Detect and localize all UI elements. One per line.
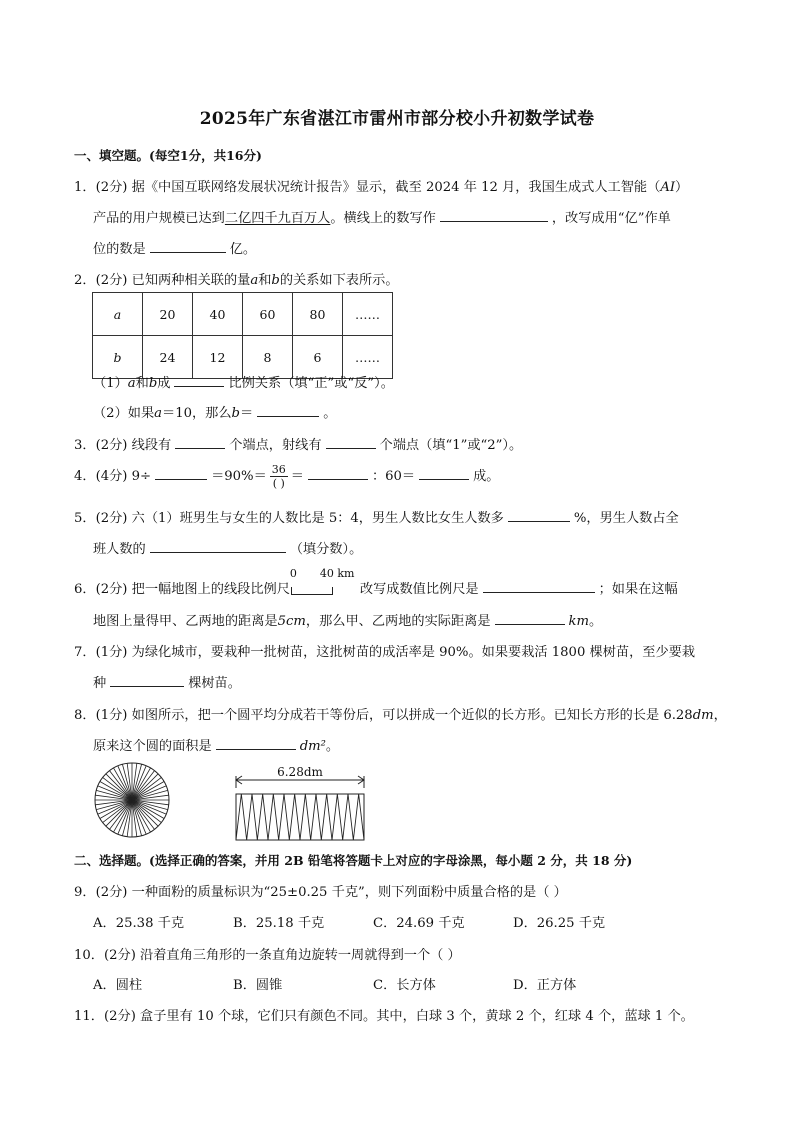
table-cell: …… [343, 336, 393, 379]
underlined-number: 二亿四千九百万人 [224, 211, 331, 226]
page-title: 2025年广东省湛江市雷州市部分校小升初数学试卷 [199, 109, 595, 129]
sector-radius [132, 790, 168, 800]
scale-bar-segment [291, 587, 333, 595]
table-cell: …… [343, 293, 393, 336]
rectangle-length-label: 6.28dm [277, 765, 323, 779]
sector-radius [132, 800, 142, 836]
answer-blank-1a[interactable] [440, 208, 548, 222]
answer-blank-7[interactable] [110, 673, 184, 687]
sector-radius [96, 790, 132, 800]
question-1-line-2: 产品的用户规模已达到二亿四千九百万人。横线上的数写作 ，改写成用“亿”作单 [93, 207, 671, 226]
answer-blank-5a[interactable] [508, 508, 570, 522]
answer-blank-6a[interactable] [483, 579, 595, 593]
answer-blank-4c[interactable] [419, 466, 469, 480]
table-cell: 60 [243, 293, 293, 336]
section-choice-heading: 二、选择题。(选择正确的答案，并用 2B 铅笔将答题卡上对应的字母涂黑，每小题 2 分，共 18 分) [74, 853, 633, 868]
option-b[interactable]: B．25.18 千克 [233, 916, 325, 931]
option-c[interactable]: C．长方体 [373, 978, 436, 993]
sector-zigzag [236, 794, 364, 840]
question-6-line-1: 6．(2分) 把一幅地图上的线段比例尺 0 40 km 改写成数值比例尺是 ；如果在这幅 [74, 567, 678, 597]
section-fill-blank-heading: 一、填空题。(每空1分，共16分) [74, 148, 262, 163]
answer-blank-4b[interactable] [308, 466, 368, 480]
table-cell: 12 [193, 336, 243, 379]
answer-blank-4a[interactable] [155, 466, 207, 480]
question-10-options [93, 974, 653, 993]
question-3: 3．(2分) 线段有 个端点，射线有 个端点（填“1”或“2”）。 [74, 434, 522, 453]
answer-blank-3a[interactable] [175, 435, 225, 449]
option-d[interactable]: D．26.25 千克 [513, 916, 606, 931]
option-d[interactable]: D．正方体 [513, 978, 577, 993]
scale-label-40km: 40 km [319, 567, 355, 580]
rectangle-outline [236, 794, 364, 840]
question-1-line-1: 1．(2分) 据《中国互联网络发展状况统计报告》显示，截至 2024 年 12 月，我国生成式人工智能（AI） [74, 180, 689, 195]
table-cell: 6 [293, 336, 343, 379]
question-2-part-1: （1）a和b成 比例关系（填“正”或“反”）。 [93, 372, 394, 391]
rectangle-sectors [236, 794, 364, 840]
scale-label-zero: 0 [289, 567, 297, 580]
question-4: 4．(4分) 9÷ ＝90%＝ $\frac{36}{( )}$ ＝ ：60＝ 成。 [74, 463, 500, 490]
question-7-line-1: 7．(1分) 为绿化城市，要栽种一批树苗，这批树苗的成活率是 90%。如果要栽活 1800 棵树苗，至少要栽 [74, 645, 696, 660]
question-2-stem: 2．(2分) 已知两种相关联的量a和b的关系如下表所示。 [74, 273, 399, 288]
answer-blank-8[interactable] [216, 736, 296, 750]
answer-blank-5b[interactable] [150, 539, 286, 553]
table-row-a [93, 293, 393, 336]
option-b[interactable]: B．圆锥 [233, 978, 283, 993]
approx-rectangle-figure [230, 762, 370, 842]
line-scale-bar [289, 567, 360, 597]
question-1-line-3: 位的数是 亿。 [93, 238, 256, 257]
table-cell: b [93, 336, 143, 379]
table-cell: 20 [143, 293, 193, 336]
table-cell: 24 [143, 336, 193, 379]
answer-blank-3b[interactable] [326, 435, 376, 449]
answer-blank-2a[interactable] [174, 373, 224, 387]
answer-blank-1b[interactable] [150, 239, 226, 253]
sector-radius [96, 800, 132, 810]
sector-radius [122, 800, 132, 836]
table-cell: 40 [193, 293, 243, 336]
relation-table [92, 292, 393, 379]
question-9-stem: 9．(2分) 一种面粉的质量标识为“25±0.25 千克”，则下列面粉中质量合格的是（ ） [74, 885, 567, 900]
question-5-line-2: 班人数的 （填分数）。 [93, 538, 362, 557]
table-cell: a [93, 293, 143, 336]
question-9-options [93, 912, 653, 931]
sector-radius [132, 800, 168, 810]
question-7-line-2: 种 棵树苗。 [93, 672, 241, 691]
option-a[interactable]: A．圆柱 [93, 978, 143, 993]
option-c[interactable]: C．24.69 千克 [373, 916, 465, 931]
table-cell: 80 [293, 293, 343, 336]
sectored-circle-figure [92, 760, 172, 840]
table-cell: 8 [243, 336, 293, 379]
sector-radius [122, 764, 132, 800]
question-8-line-2: 原来这个圆的面积是 dm²。 [93, 735, 339, 754]
question-8-line-1: 8．(1分) 如图所示，把一个圆平均分成若干等份后，可以拼成一个近似的长方形。已知长方形的长是 6.28dm， [74, 708, 727, 723]
question-6-line-2: 地图上量得甲、乙两地的距离是5cm，那么甲、乙两地的实际距离是 km。 [93, 610, 602, 629]
answer-blank-6b[interactable] [495, 611, 565, 625]
answer-blank-2b[interactable] [257, 403, 319, 417]
fraction: $\frac{36}{( )}$ [271, 463, 286, 490]
question-2-part-2: （2）如果a＝10，那么b＝ 。 [93, 402, 336, 421]
question-11-stem: 11．(2分) 盒子里有 10 个球，它们只有颜色不同。其中，白球 3 个，黄球 2 个，红球 4 个，蓝球 1 个。 [74, 1009, 694, 1024]
option-a[interactable]: A．25.38 千克 [93, 916, 185, 931]
question-10-stem: 10．(2分) 沿着直角三角形的一条直角边旋转一周就得到一个（ ） [74, 948, 461, 963]
question-5-line-1: 5．(2分) 六（1）班男生与女生的人数比是 5：4，男生人数比女生人数多 %，男生人数占全 [74, 507, 679, 526]
sector-radius [132, 764, 142, 800]
